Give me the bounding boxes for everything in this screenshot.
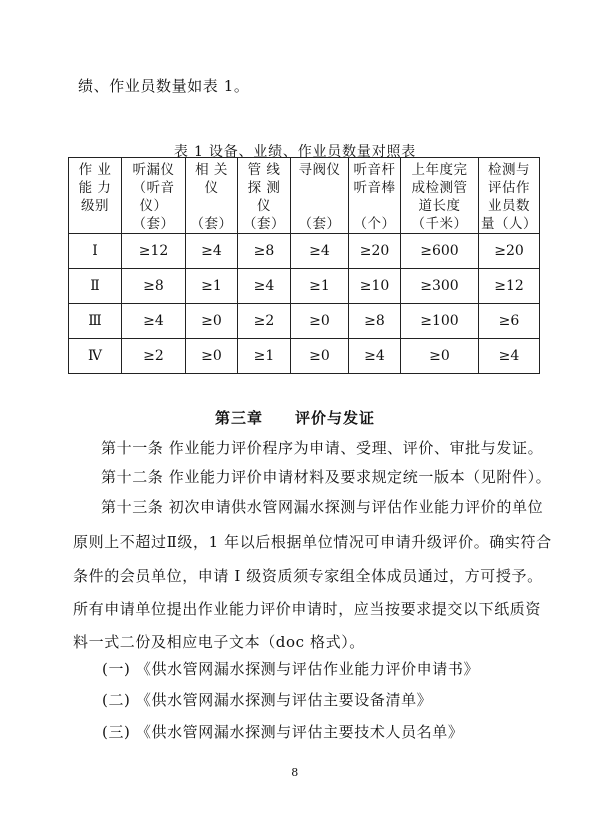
- header-level: 作 业 能 力 级别: [69, 158, 122, 234]
- table-cell: ≥0: [186, 339, 238, 374]
- article-13-line-5: 料一式二份及相应电子文本（doc 格式）。: [73, 633, 365, 651]
- table-cell: ≥4: [479, 339, 540, 374]
- chapter-title: 第三章 评价与发证: [214, 409, 375, 427]
- table-row: [69, 234, 540, 269]
- table-cell: ≥4: [186, 234, 238, 269]
- header-operators: 检测与 评估作 业员数 量（人）: [479, 158, 540, 234]
- table-cell: ≥2: [122, 339, 186, 374]
- list-item: (二) 《供水管网漏水探测与评估主要设备清单》: [102, 691, 433, 709]
- table-cell: ≥0: [186, 304, 238, 339]
- article-13-line-3: 条件的会员单位，申请 I 级资质须专家组全体成员通过，方可授予。: [73, 567, 543, 585]
- table-cell: ≥0: [401, 339, 479, 374]
- table-cell: ≥1: [238, 339, 291, 374]
- equipment-comparison-table: [68, 157, 540, 374]
- table-cell: ≥6: [479, 304, 540, 339]
- table-cell: ≥2: [238, 304, 291, 339]
- table-cell: ≥600: [401, 234, 479, 269]
- table-row: [69, 304, 540, 339]
- table-cell: ≥8: [122, 269, 186, 304]
- table-cell: Ⅳ: [69, 339, 122, 374]
- table-cell: ≥4: [122, 304, 186, 339]
- table-row: [69, 269, 540, 304]
- table-cell: ≥300: [401, 269, 479, 304]
- table-header-row: [69, 158, 540, 234]
- intro-line: 绩、作业员数量如表 1。: [78, 77, 250, 95]
- table-cell: I: [69, 234, 122, 269]
- header-listening-rod: 听音杆 听音棒 （个）: [349, 158, 401, 234]
- list-item: (一) 《供水管网漏水探测与评估作业能力评价申请书》: [102, 660, 480, 678]
- table-cell: ≥1: [291, 269, 349, 304]
- table-cell: ≥4: [291, 234, 349, 269]
- table-cell: ≥0: [291, 339, 349, 374]
- header-pipeline-length: 上年度完 成检测管 道长度 （千米）: [401, 158, 479, 234]
- table-row: [69, 339, 540, 374]
- table-cell: ≥1: [186, 269, 238, 304]
- article-12: 第十二条 作业能力评价申请材料及要求规定统一版本（见附件）。: [101, 468, 552, 486]
- article-13-line-1: 第十三条 初次申请供水管网漏水探测与评估作业能力评价的单位: [101, 498, 544, 516]
- table-cell: ≥20: [479, 234, 540, 269]
- article-13-line-4: 所有申请单位提出作业能力评价申请时，应当按要求提交以下纸质资: [73, 600, 542, 618]
- page-number: 8: [291, 766, 299, 779]
- table-cell: ≥100: [401, 304, 479, 339]
- table-cell: ≥4: [349, 339, 401, 374]
- header-valve-finder: 寻阀仪 （套）: [291, 158, 349, 234]
- header-correlator: 相 关 仪 （套）: [186, 158, 238, 234]
- article-13-line-2: 原则上不超过Ⅱ级，1 年以后根据单位情况可申请升级评价。确实符合: [73, 533, 552, 551]
- article-11: 第十一条 作业能力评价程序为申请、受理、评价、审批与发证。: [101, 439, 544, 457]
- table-cell: ≥4: [238, 269, 291, 304]
- list-item: (三) 《供水管网漏水探测与评估主要技术人员名单》: [102, 723, 464, 741]
- table-cell: ≥8: [238, 234, 291, 269]
- header-pipe-locator: 管 线 探 测 仪 （套）: [238, 158, 291, 234]
- table-caption: 表 1 设备、业绩、作业员数量对照表: [173, 144, 417, 160]
- header-leak-detector: 听漏仪 （听音 仪） （套）: [122, 158, 186, 234]
- table-cell: ≥0: [291, 304, 349, 339]
- table-cell: ≥12: [122, 234, 186, 269]
- table-cell: Ⅱ: [69, 269, 122, 304]
- table-cell: ≥12: [479, 269, 540, 304]
- table-cell: ≥10: [349, 269, 401, 304]
- table-cell: ≥8: [349, 304, 401, 339]
- table-cell: ≥20: [349, 234, 401, 269]
- table-cell: Ⅲ: [69, 304, 122, 339]
